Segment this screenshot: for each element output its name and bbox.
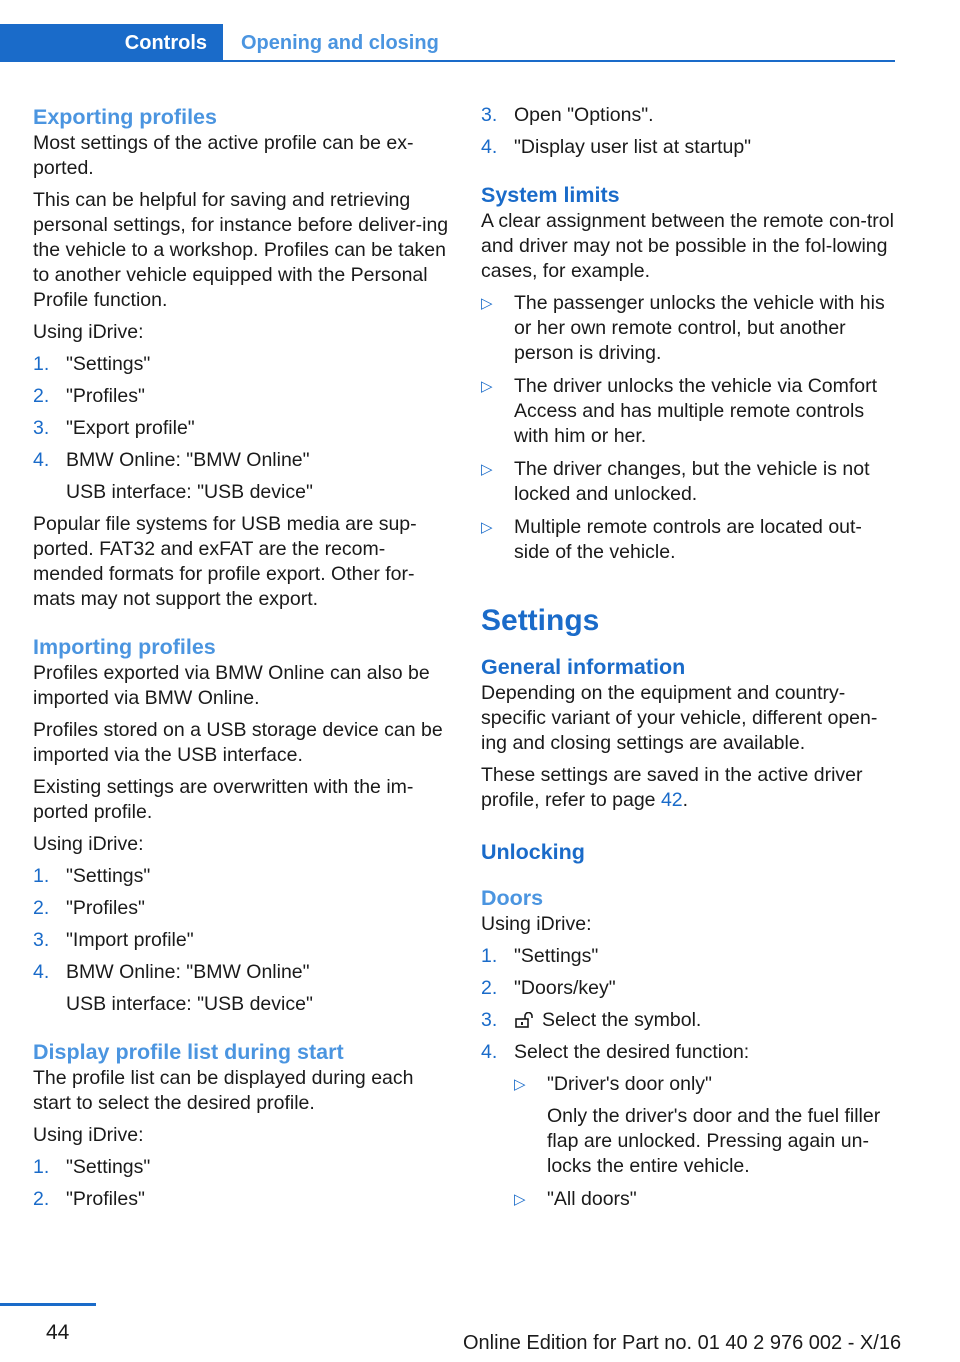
list-item [481,976,896,1001]
right-column [481,103,896,1220]
list-item [481,1040,896,1212]
page-number: 44 [46,1321,70,1344]
list-item [481,374,896,449]
step-text: Select the symbol. [542,1009,702,1031]
doors-heading: Doors [481,886,544,910]
function-options [514,1072,896,1212]
limits-p1: A clear assignment between the remote con-trol and driver may not be possible in the fol-lowing cases, for example. [481,210,894,282]
list-item [33,864,451,889]
step-text: "Display user list at startup" [514,136,752,158]
settings-p2-text: These settings are saved in the active driver profile, refer to page [481,764,863,811]
step-number: 3. [33,417,50,439]
doors-p1: Using iDrive: [481,913,592,935]
bullet-text: The driver changes, but the vehicle is not locked and unlocked. [514,458,870,505]
import-p4: Using iDrive: [33,833,144,855]
list-item [33,960,451,1017]
step-text: Select the desired function: [514,1041,750,1063]
list-item [481,291,896,366]
list-item [33,1155,451,1180]
triangle-right-icon: ▷ [481,519,493,536]
list-item [481,515,896,565]
page-link[interactable]: 42 [660,789,683,811]
step-text: "Profiles" [66,385,145,407]
list-item [33,416,451,441]
step-subtext: USB interface: "USB device" [66,481,313,503]
step-text: BMW Online: "BMW Online" [66,449,310,471]
importing-profiles-heading: Importing profiles [33,635,216,659]
exporting-profiles-heading: Exporting profiles [33,105,217,129]
step-number: 1. [481,945,498,967]
step-number: 3. [481,1009,498,1031]
step-number: 4. [481,136,498,158]
step-number: 4. [33,449,50,471]
export-p2: This can be helpful for saving and retrieving personal settings, for instance before deliver-ing the vehicle to a workshop. Profiles can be taken to another vehicle equipped with the Personal Profile function. [33,189,449,311]
step-number: 4. [481,1041,498,1063]
list-item [33,352,451,377]
list-item [481,103,896,128]
header-rule [0,60,895,62]
general-information-heading: General information [481,655,686,679]
list-item [481,944,896,969]
list-item [33,448,451,505]
step-text: "Export profile" [66,417,195,439]
footer-edition: Online Edition for Part no. 01 40 2 976 002 - X/16 [463,1332,902,1354]
step-number: 2. [33,1188,50,1210]
limits-bullets [481,291,896,565]
list-item [481,457,896,507]
list-item [514,1072,896,1179]
step-text: "Import profile" [66,929,194,951]
import-p2: Profiles stored on a USB storage device can be imported via the USB interface. [33,719,443,766]
import-p1: Profiles exported via BMW Online can also be imported via BMW Online. [33,662,430,709]
doors-steps [481,944,896,1212]
step-text: "Settings" [66,1156,151,1178]
step-text: "Profiles" [66,897,145,919]
triangle-right-icon: ▷ [481,295,493,312]
option-label: "Driver's door only" [547,1073,712,1095]
step-text: Open "Options". [514,104,654,126]
list-item [33,896,451,921]
step-subtext: USB interface: "USB device" [66,993,313,1015]
step-number: 4. [33,961,50,983]
step-text: "Doors/key" [514,977,616,999]
step-number: 3. [481,104,498,126]
bullet-text: The driver unlocks the vehicle via Comfort Access and has multiple remote controls with him or her. [514,375,878,447]
settings-heading: Settings [481,604,600,637]
display-steps-continued [481,103,896,160]
option-description: Only the driver's door and the fuel filler flap are unlocked. Pressing again un-locks the entire vehicle. [547,1105,881,1177]
bullet-text: Multiple remote controls are located out-side of the vehicle. [514,516,862,563]
step-text: "Settings" [66,865,151,887]
export-steps [33,352,451,505]
export-p1: Most settings of the active profile can be ex-ported. [33,132,414,179]
system-limits-heading: System limits [481,183,620,207]
display-p1: The profile list can be displayed during each start to select the desired profile. [33,1067,414,1114]
step-number: 3. [33,929,50,951]
list-item [33,1187,451,1212]
step-number: 1. [33,1156,50,1178]
step-text: BMW Online: "BMW Online" [66,961,310,983]
step-number: 1. [33,353,50,375]
import-p3: Existing settings are overwritten with the im-ported profile. [33,776,414,823]
option-label: "All doors" [547,1188,637,1210]
settings-p1: Depending on the equipment and country-specific variant of your vehicle, different open-ing and closing settings are available. [481,682,878,754]
display-steps [33,1155,451,1212]
export-p4: Popular file systems for USB media are sup-ported. FAT32 and exFAT are the recom-mended formats for profile export. Other for-mats may not support the export. [33,513,417,610]
unlock-symbol-icon [514,1012,536,1028]
step-text: "Settings" [66,353,151,375]
unlocking-heading: Unlocking [481,840,585,864]
step-text: "Profiles" [66,1188,145,1210]
step-number: 2. [481,977,498,999]
export-p3: Using iDrive: [33,321,144,343]
footer-rule [0,1303,96,1306]
list-item [33,928,451,953]
bullet-text: The passenger unlocks the vehicle with his or her own remote control, but another person is driving. [514,292,885,364]
list-item [514,1187,896,1212]
settings-p2 [481,763,896,813]
display-p2: Using iDrive: [33,1124,144,1146]
step-number: 1. [33,865,50,887]
step-number: 2. [33,385,50,407]
settings-p2-end: . [682,789,689,811]
list-item [33,384,451,409]
step-text: "Settings" [514,945,599,967]
triangle-right-icon: ▷ [481,378,493,395]
triangle-right-icon: ▷ [514,1191,526,1208]
triangle-right-icon: ▷ [481,461,493,478]
header-chapter-label: Opening and closing [241,32,439,54]
left-column [33,103,451,1219]
header-section-tab [0,24,223,62]
import-steps [33,864,451,1017]
list-item [481,135,896,160]
triangle-right-icon: ▷ [514,1076,526,1093]
header-section-label: Controls [124,32,207,54]
step-number: 2. [33,897,50,919]
display-profile-list-heading: Display profile list during start [33,1040,344,1064]
list-item [481,1008,896,1033]
